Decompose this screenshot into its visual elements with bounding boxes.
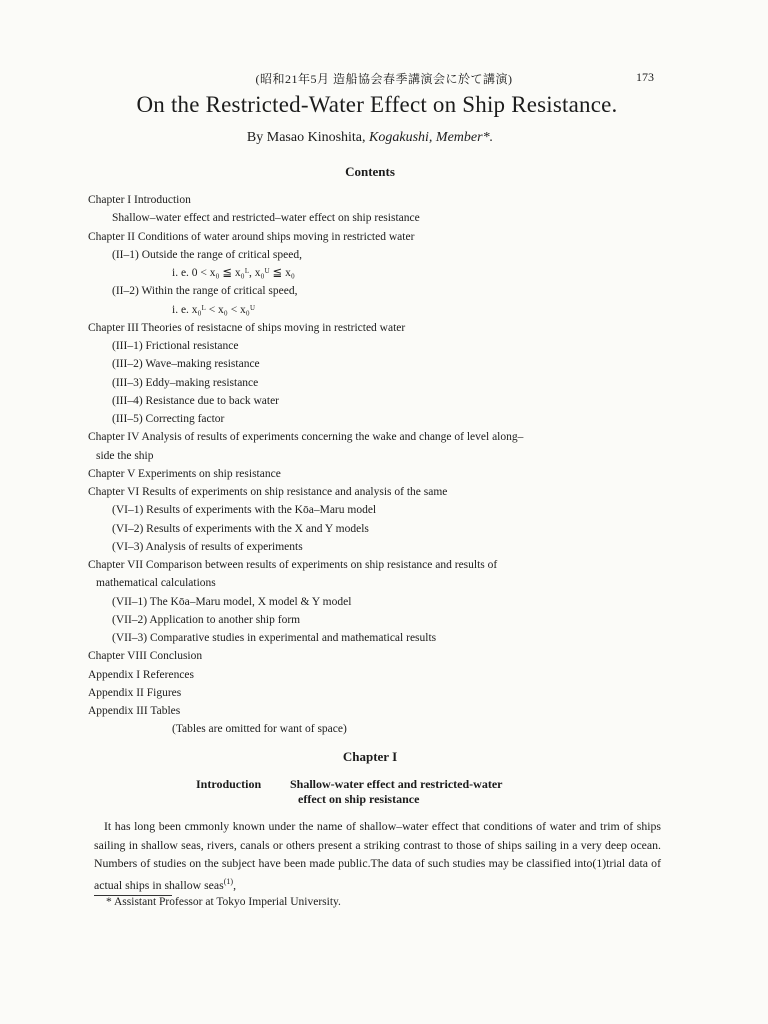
toc-subitem: (III–2) Wave–making resistance	[112, 358, 260, 371]
page-number: 173	[636, 70, 654, 84]
toc-subitem: mathematical calculations	[96, 577, 216, 590]
toc-chapter-item: Chapter I Introduction	[88, 194, 191, 206]
chapter-heading: Chapter I	[342, 749, 398, 764]
paragraph-tail: ,	[233, 877, 237, 892]
lecture-note: (昭和21年5月 造船協会春季講演会に於て講演)	[255, 72, 513, 86]
author-name: By Masao Kinoshita,	[246, 130, 366, 145]
toc-chapter-item: Chapter II Conditions of water around ships moving in restricted water	[88, 230, 415, 243]
paper-title: On the Restricted-Water Effect on Ship Resistance.	[136, 92, 618, 117]
author-membership: Member*.	[435, 130, 494, 145]
toc-chapter-item: Chapter VIII Conclusion	[88, 650, 203, 663]
toc-subitem: (Tables are omitted for want of space)	[172, 723, 347, 736]
toc-subitem: (VII–1) The Kōa–Maru model, X model & Y model	[112, 595, 352, 608]
body-paragraph	[94, 817, 661, 894]
toc-subitem: i. e. x₀ᴸ < x₀ < x₀ᵁ	[172, 303, 256, 316]
reference-mark: (1)	[223, 876, 234, 886]
toc-subitem: (VI–1) Results of experiments with the Kōa–Maru model	[112, 504, 377, 517]
toc-chapter-item: Chapter VI Results of experiments on ship resistance and analysis of the same	[88, 486, 448, 498]
toc-subitem: (VII–2) Application to another ship form	[112, 613, 301, 626]
toc-subitem: Shallow–water effect and restricted–water effect on ship resistance	[112, 212, 420, 225]
toc-chapter-item: Chapter IV Analysis of results of experiments concerning the wake and change of level along–	[88, 431, 524, 444]
toc-subitem: (VI–2) Results of experiments with the X and Y models	[112, 522, 369, 535]
section-title-line1: Shallow-water effect and restricted-water	[290, 777, 503, 791]
toc-chapter-item: Chapter V Experiments on ship resistance	[88, 467, 281, 480]
toc-subitem: side the ship	[96, 449, 154, 462]
toc-subitem: (II–2) Within the range of critical speed,	[112, 285, 298, 298]
contents-heading: Contents	[345, 164, 395, 179]
toc-chapter-item: Appendix II Figures	[88, 686, 182, 699]
table-of-contents	[88, 191, 663, 739]
toc-chapter-item: Appendix I References	[88, 668, 195, 681]
toc-chapter-item: Appendix III Tables	[88, 705, 181, 717]
footnote: * Assistant Professor at Tokyo Imperial University.	[106, 896, 341, 908]
toc-subitem: (II–1) Outside the range of critical speed,	[112, 248, 302, 261]
paragraph-text: It has long been cmmonly known under the name of shallow–water effect that conditions of water and trim of ships sailing in shallow seas, rivers, canals or others present a striking contrast to those of ships sailing in a very deep ocean. Numbers of studies on the subject have been made public.The data of such studies may be classified into(1)trial data of actual ships in shallow seas	[94, 819, 661, 892]
toc-subitem: (III–5) Correcting factor	[112, 413, 225, 425]
section-heading	[196, 777, 502, 807]
toc-subitem: (VI–3) Analysis of results of experiments	[112, 540, 303, 553]
toc-chapter-item: Chapter III Theories of resistacne of ships moving in restricted water	[88, 321, 406, 334]
section-title-line2: effect on ship resistance	[298, 792, 420, 806]
toc-subitem: (III–1) Frictional resistance	[112, 340, 239, 352]
toc-subitem: (III–4) Resistance due to back water	[112, 394, 279, 407]
toc-chapter-item: Chapter VII Comparison between results of experiments on ship resistance and results of	[88, 559, 498, 571]
section-label: Introduction	[196, 777, 262, 791]
toc-subitem: (III–3) Eddy–making resistance	[112, 376, 259, 389]
author-degree: Kogakushi,	[369, 130, 433, 145]
byline	[0, 130, 740, 146]
toc-subitem: i. e. 0 < x₀ ≦ x₀ᴸ, x₀ᵁ ≦ x₀	[172, 267, 295, 279]
body-text	[94, 817, 661, 894]
toc-subitem: (VII–3) Comparative studies in experimental and mathematical results	[112, 632, 437, 644]
